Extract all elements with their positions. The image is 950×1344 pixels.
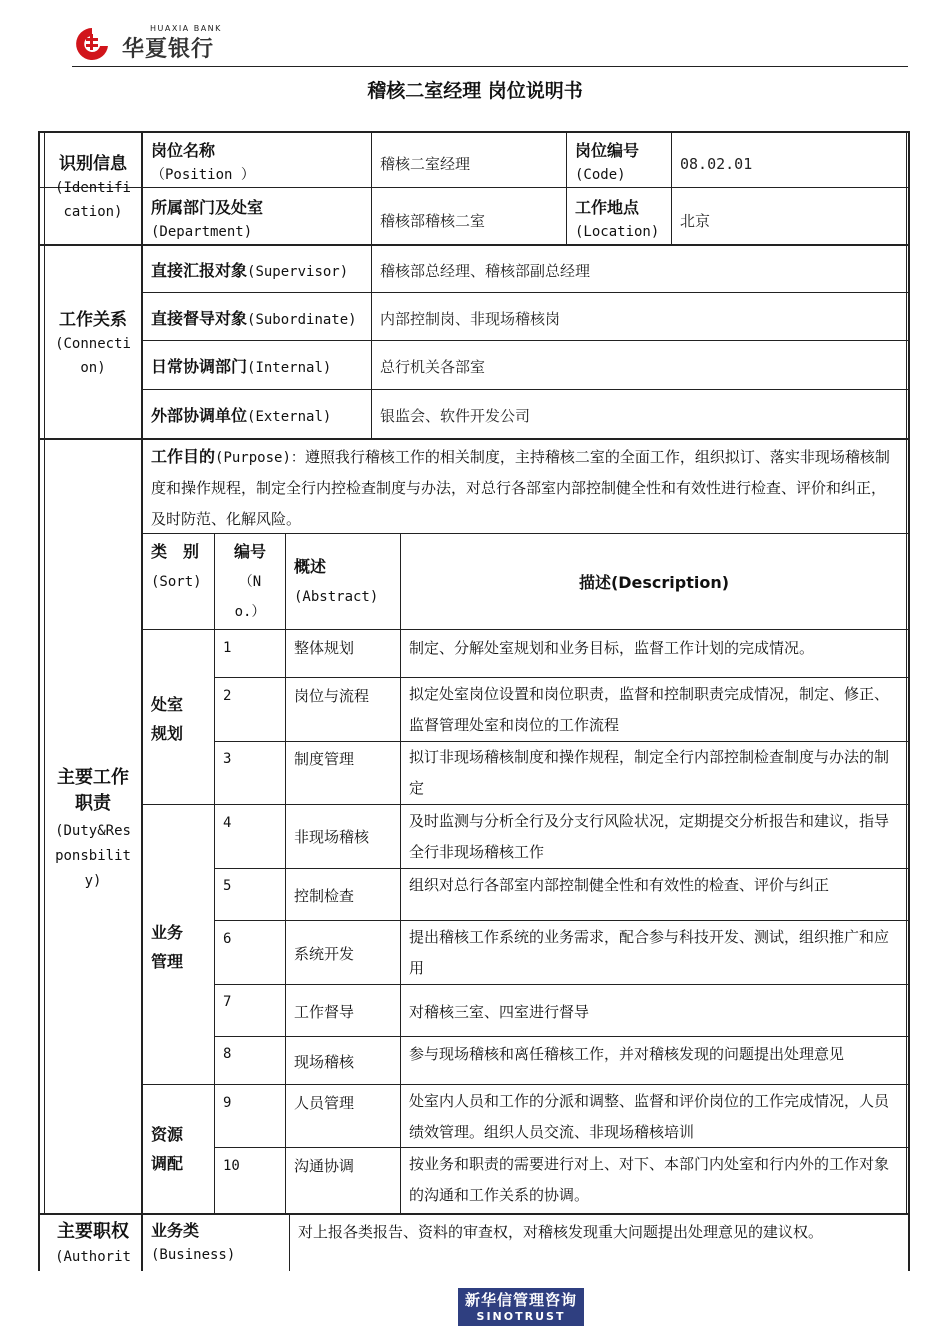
connection-section-label: 工作关系 (Connection) xyxy=(55,310,131,376)
item-no: 6 xyxy=(223,931,232,947)
col-header-description: 描述(Description) xyxy=(578,573,730,592)
item-description: 处室内人员和工作的分派和调整、监督和评价岗位的工作完成情况，人员绩效管理。组织人员交流、非现场稽核培训 xyxy=(409,1092,890,1141)
code-label: 岗位编号 (Code) xyxy=(575,141,640,183)
external-value: 银监会、软件开发公司 xyxy=(380,407,531,425)
group-label-resources: 资源调配 xyxy=(151,1125,184,1173)
item-abstract: 沟通协调 xyxy=(294,1157,355,1175)
page-header xyxy=(0,0,950,70)
item-no: 4 xyxy=(223,815,232,831)
logo-chinese: 华夏银行 xyxy=(122,37,215,62)
group-label-business: 业务管理 xyxy=(151,923,184,971)
sinotrust-logo: 新华信管理咨询 SINOTRUST xyxy=(458,1288,584,1326)
authority-section-label: 主要职权 (Authorit xyxy=(55,1221,131,1265)
external-label: 外部协调单位(External) xyxy=(151,406,332,425)
item-abstract: 岗位与流程 xyxy=(294,687,370,705)
item-abstract: 整体规划 xyxy=(294,639,355,657)
item-description: 制定、分解处室规划和业务目标，监督工作计划的完成情况。 xyxy=(409,639,815,657)
item-abstract: 系统开发 xyxy=(294,945,355,963)
subordinate-label: 直接督导对象(Subordinate) xyxy=(151,309,357,328)
logo-english: HUAXIA BANK xyxy=(150,24,222,33)
row-divider xyxy=(142,292,910,293)
item-abstract: 工作督导 xyxy=(294,1003,355,1021)
item-no: 9 xyxy=(223,1095,232,1111)
position-value: 稽核二室经理 xyxy=(380,155,471,173)
department-value: 稽核部稽核二室 xyxy=(380,212,486,230)
row-divider xyxy=(142,629,910,630)
item-no: 10 xyxy=(223,1158,240,1174)
item-abstract: 人员管理 xyxy=(294,1094,355,1112)
col-header-abstract: 概述 (Abstract) xyxy=(294,557,379,605)
col-header-no: 编号 （No.） xyxy=(233,542,266,620)
item-description: 及时监测与分析全行及分支行风险状况，定期提交分析报告和建议，指导全行非现场稽核工作 xyxy=(409,812,890,861)
identification-section-label: 识别信息 (Identification) xyxy=(55,154,131,220)
col-header-sort: 类 别 (Sort) xyxy=(151,542,202,590)
header-rule xyxy=(72,66,908,67)
group-label-planning: 处室规划 xyxy=(151,695,184,743)
item-abstract: 现场稽核 xyxy=(294,1053,355,1071)
item-abstract: 非现场稽核 xyxy=(294,828,370,846)
position-label: 岗位名称 （Position ） xyxy=(151,141,255,183)
authority-business-value: 对上报各类报告、资料的审查权，对稽核发现重大问题提出处理意见的建议权。 xyxy=(298,1223,824,1241)
item-description: 组织对总行各部室内部控制健全性和有效性的检查、评价与纠正 xyxy=(409,876,830,894)
item-abstract: 制度管理 xyxy=(294,750,355,768)
internal-value: 总行机关各部室 xyxy=(380,358,486,376)
item-no: 7 xyxy=(223,994,232,1010)
item-description: 提出稽核工作系统的业务需求，配合参与科技开发、测试，组织推广和应用 xyxy=(409,928,890,977)
page-title: 稽核二室经理 岗位说明书 xyxy=(367,80,583,102)
item-no: 8 xyxy=(223,1046,232,1062)
authority-business-label: 业务类 (Business) xyxy=(151,1221,236,1263)
inner-frame-line xyxy=(44,131,45,1213)
internal-label: 日常协调部门(Internal) xyxy=(151,357,332,376)
item-abstract: 控制检查 xyxy=(294,887,355,905)
huaxia-bank-logo-icon xyxy=(70,24,114,62)
item-no: 3 xyxy=(223,751,232,767)
code-value: 08.02.01 xyxy=(680,155,753,173)
purpose-text: 工作目的(Purpose)：遵照我行稽核工作的相关制度，主持稽核二室的全面工作，组织拟订、落实非现场稽核制度和操作规程，制定全行内控检查制度与办法，对总行各部室内部控制健全性和有效性进行检查、评价和纠正，及时防范、化解风险。 xyxy=(151,447,890,528)
item-description: 拟订非现场稽核制度和操作规程，制定全行内部控制检查制度与办法的制定 xyxy=(409,748,890,797)
supervisor-value: 稽核部总经理、稽核部副总经理 xyxy=(380,262,591,280)
item-no: 2 xyxy=(223,688,232,704)
department-label: 所属部门及处室 (Department) xyxy=(151,198,264,240)
location-label: 工作地点 (Location) xyxy=(575,198,660,240)
item-description: 参与现场稽核和离任稽核工作，并对稽核发现的问题提出处理意见 xyxy=(409,1045,845,1063)
col-divider xyxy=(214,629,215,1213)
row-divider xyxy=(142,389,910,390)
supervisor-label: 直接汇报对象(Supervisor) xyxy=(151,261,349,280)
subordinate-value: 内部控制岗、非现场稽核岗 xyxy=(380,310,561,328)
row-divider xyxy=(142,340,910,341)
item-description: 按业务和职责的需要进行对上、对下、本部门内处室和行内外的工作对象的沟通和工作关系的协调。 xyxy=(409,1155,890,1204)
item-description: 对稽核三室、四室进行督导 xyxy=(409,1003,590,1021)
item-no: 1 xyxy=(223,640,232,656)
location-value: 北京 xyxy=(680,212,711,230)
duty-section-label: 主要工作职责 (Duty&Responsbility) xyxy=(55,767,131,889)
item-description: 拟定处室岗位设置和岗位职责，监督和控制职责完成情况，制定、修正、监督管理处室和岗位的工作流程 xyxy=(409,685,890,734)
item-no: 5 xyxy=(223,878,232,894)
